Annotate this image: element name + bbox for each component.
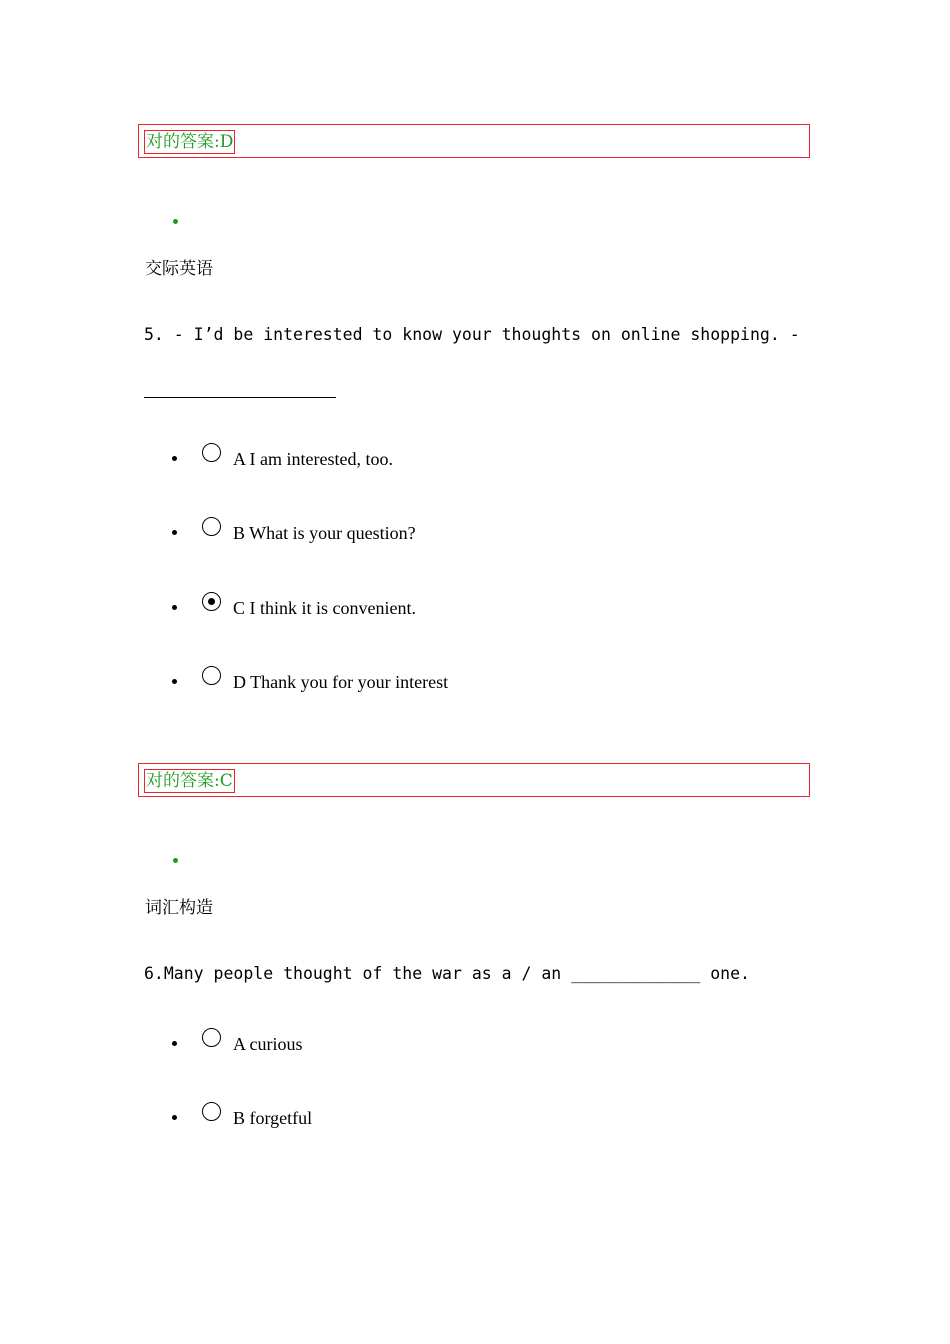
correct-answer-box [138,124,810,158]
bullet-dot [173,858,178,863]
option-label: A I am interested, too. [233,449,393,469]
bullet [172,530,177,535]
correct-answer-label: 对的答案:C [146,771,233,791]
question-text: 6.Many people thought of the war as a / an _____________ one. [144,964,750,983]
answer-blank-line [144,397,336,398]
bullet [172,605,177,610]
option-label: D Thank you for your interest [233,672,449,692]
option-label: B forgetful [233,1108,313,1128]
section-label: 交际英语 [145,259,213,279]
bullet-dot [173,219,178,224]
option-label: C I think it is convenient. [233,598,416,618]
radio-button-c-selected[interactable] [202,592,221,611]
bullet [172,1115,177,1120]
question-text: 5. - I’d be interested to know your thoughts on online shopping. - [144,325,800,344]
correct-answer-label: 对的答案:D [146,132,234,152]
bullet [172,456,177,461]
section-label: 词汇构造 [145,898,213,918]
radio-button-a[interactable] [202,1028,221,1047]
correct-answer-box [138,763,810,797]
radio-button-b[interactable] [202,517,221,536]
radio-selected-dot [208,598,215,605]
option-label: B What is your question? [233,523,416,543]
radio-button-b[interactable] [202,1102,221,1121]
radio-button-a[interactable] [202,443,221,462]
bullet [172,1041,177,1046]
radio-button-d[interactable] [202,666,221,685]
bullet [172,679,177,684]
option-label: A curious [233,1034,303,1054]
